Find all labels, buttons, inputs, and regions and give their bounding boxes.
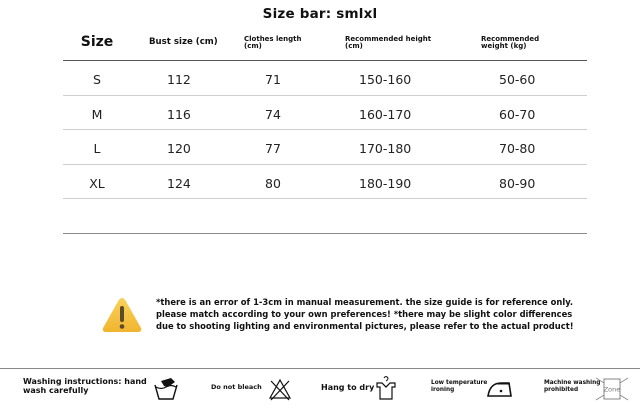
header-bust: Bust size (cm)	[149, 37, 218, 47]
table-row-empty	[63, 199, 587, 234]
cell-length: 80	[265, 175, 281, 191]
dry-label: Hang to dry	[321, 383, 375, 392]
wash-label: Washing instructions: hand wash carefully	[23, 377, 147, 396]
svg-text:Zone: Zone	[603, 385, 621, 394]
cell-length: 74	[265, 106, 281, 122]
low-iron-icon	[485, 379, 515, 399]
bleach-label: Do not bleach	[211, 383, 262, 391]
warning-icon	[101, 296, 143, 334]
machine-wash-label: Machine washing prohibited	[544, 380, 601, 393]
cell-length: 77	[265, 141, 281, 156]
care-instructions	[0, 372, 640, 408]
header-recommended-height: Recommended height (cm)	[345, 35, 432, 51]
cell-bust: 112	[167, 72, 191, 87]
hang-dry-icon	[376, 375, 396, 401]
cell-height: 160-170	[359, 106, 412, 122]
notice-text: *there is an error of 1-3cm in manual measurement. the size guide is for reference only. please match according to your own preferences! *there may be slight color differences due to shooting lighting and environmental pictures, please refer to the actual product!	[156, 297, 574, 331]
header-recommended-weight: Recommended weight (kg)	[481, 35, 540, 51]
table-row	[63, 165, 587, 200]
header-clothes-length: Clothes length (cm)	[244, 35, 302, 51]
divider	[0, 368, 640, 369]
cell-weight: 60-70	[499, 106, 536, 122]
cell-height: 150-160	[359, 72, 412, 87]
cell-bust: 120	[167, 141, 191, 156]
cell-height: 180-190	[359, 175, 412, 191]
cell-weight: 50-60	[499, 72, 536, 87]
table-row	[63, 61, 587, 96]
hand-wash-icon	[153, 377, 179, 401]
table-header	[63, 26, 587, 61]
header-size: Size	[80, 34, 114, 50]
cell-bust: 116	[167, 106, 191, 122]
iron-label: Low temperature ironing	[431, 380, 488, 393]
table-row	[63, 96, 587, 131]
cell-size: M	[91, 106, 103, 122]
cell-length: 71	[265, 72, 281, 87]
cell-size: S	[93, 72, 101, 87]
table-row	[63, 130, 587, 165]
cell-height: 170-180	[359, 141, 412, 156]
size-table	[63, 26, 587, 234]
no-machine-wash-icon	[595, 376, 629, 402]
no-bleach-icon	[268, 377, 292, 401]
cell-weight: 80-90	[499, 175, 536, 191]
cell-size: L	[93, 141, 101, 156]
cell-size: XL	[89, 175, 105, 191]
page-title: Size bar: smlxl	[262, 6, 378, 22]
cell-weight: 70-80	[499, 141, 536, 156]
cell-bust: 124	[167, 175, 191, 191]
